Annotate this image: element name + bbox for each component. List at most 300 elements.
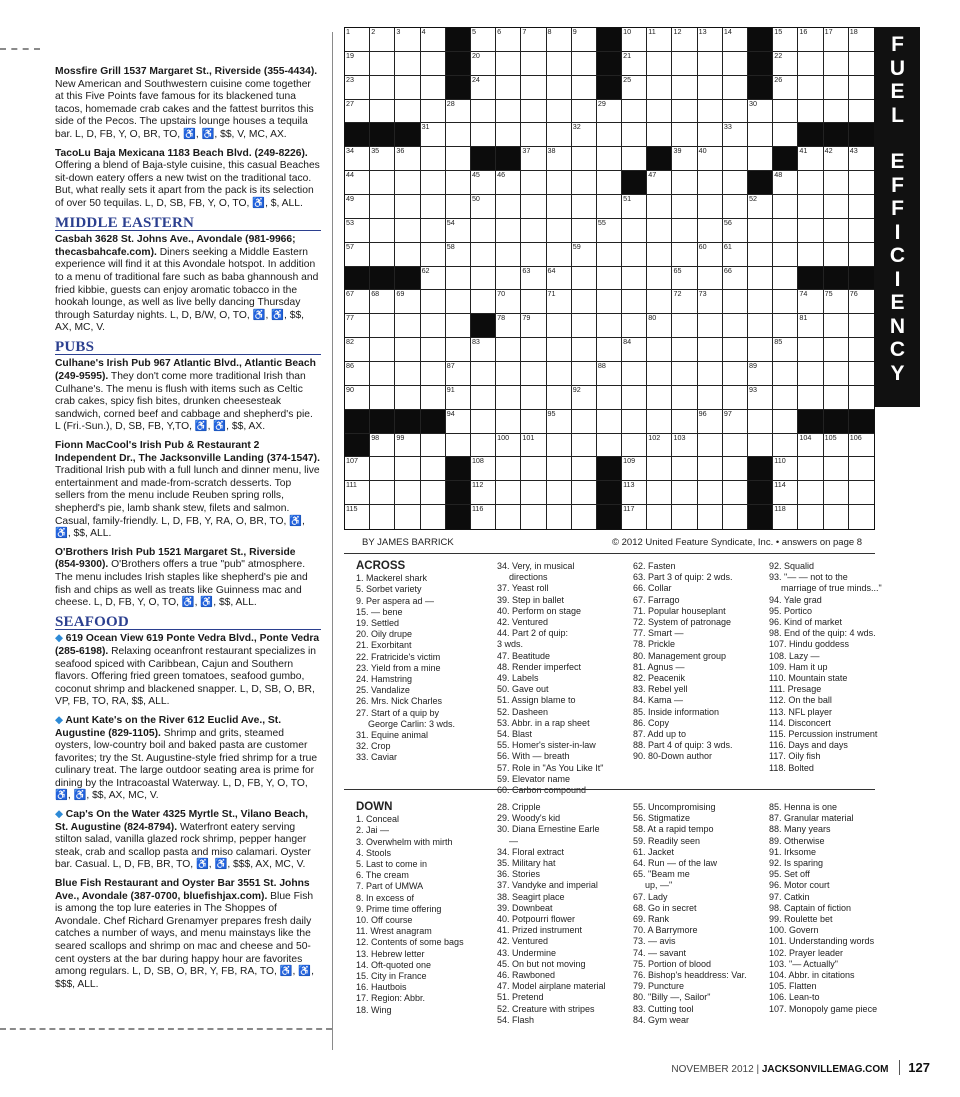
grid-square[interactable] xyxy=(370,219,395,243)
grid-square[interactable] xyxy=(496,267,521,291)
grid-square[interactable] xyxy=(773,410,798,434)
grid-square[interactable] xyxy=(698,338,723,362)
grid-square[interactable] xyxy=(672,76,697,100)
grid-square[interactable] xyxy=(395,147,420,171)
grid-square[interactable] xyxy=(496,243,521,267)
grid-square[interactable] xyxy=(647,123,672,147)
grid-square[interactable] xyxy=(421,100,446,124)
grid-square[interactable] xyxy=(723,243,748,267)
grid-square[interactable] xyxy=(547,76,572,100)
grid-square[interactable] xyxy=(395,314,420,338)
grid-square[interactable] xyxy=(824,338,849,362)
grid-square[interactable] xyxy=(798,219,823,243)
grid-square[interactable] xyxy=(421,123,446,147)
grid-square[interactable] xyxy=(345,505,370,529)
grid-square[interactable] xyxy=(672,314,697,338)
grid-square[interactable] xyxy=(471,434,496,458)
grid-square[interactable] xyxy=(395,505,420,529)
grid-square[interactable] xyxy=(698,123,723,147)
grid-square[interactable] xyxy=(496,195,521,219)
grid-square[interactable] xyxy=(798,434,823,458)
grid-square[interactable] xyxy=(471,362,496,386)
grid-square[interactable] xyxy=(672,457,697,481)
grid-square[interactable] xyxy=(521,123,546,147)
grid-square[interactable] xyxy=(597,386,622,410)
grid-square[interactable] xyxy=(370,147,395,171)
grid-square[interactable] xyxy=(572,338,597,362)
grid-square[interactable] xyxy=(824,76,849,100)
grid-square[interactable] xyxy=(849,52,874,76)
grid-square[interactable] xyxy=(370,457,395,481)
grid-square[interactable] xyxy=(547,100,572,124)
grid-square[interactable] xyxy=(572,28,597,52)
grid-square[interactable] xyxy=(849,505,874,529)
grid-square[interactable] xyxy=(471,338,496,362)
grid-square[interactable] xyxy=(773,52,798,76)
grid-square[interactable] xyxy=(421,434,446,458)
grid-square[interactable] xyxy=(647,100,672,124)
grid-square[interactable] xyxy=(370,171,395,195)
grid-square[interactable] xyxy=(496,434,521,458)
grid-square[interactable] xyxy=(622,314,647,338)
grid-square[interactable] xyxy=(597,171,622,195)
grid-square[interactable] xyxy=(698,52,723,76)
grid-square[interactable] xyxy=(698,505,723,529)
grid-square[interactable] xyxy=(647,457,672,481)
grid-square[interactable] xyxy=(395,457,420,481)
grid-square[interactable] xyxy=(698,290,723,314)
grid-square[interactable] xyxy=(824,195,849,219)
grid-square[interactable] xyxy=(748,434,773,458)
grid-square[interactable] xyxy=(421,457,446,481)
grid-square[interactable] xyxy=(723,362,748,386)
grid-square[interactable] xyxy=(572,434,597,458)
grid-square[interactable] xyxy=(421,171,446,195)
grid-square[interactable] xyxy=(824,28,849,52)
grid-square[interactable] xyxy=(572,219,597,243)
grid-square[interactable] xyxy=(597,267,622,291)
grid-square[interactable] xyxy=(345,219,370,243)
grid-square[interactable] xyxy=(345,338,370,362)
grid-square[interactable] xyxy=(471,290,496,314)
grid-square[interactable] xyxy=(698,362,723,386)
grid-square[interactable] xyxy=(471,171,496,195)
grid-square[interactable] xyxy=(345,243,370,267)
grid-square[interactable] xyxy=(547,338,572,362)
grid-square[interactable] xyxy=(647,434,672,458)
grid-square[interactable] xyxy=(521,219,546,243)
grid-square[interactable] xyxy=(849,219,874,243)
grid-square[interactable] xyxy=(547,123,572,147)
grid-square[interactable] xyxy=(547,243,572,267)
grid-square[interactable] xyxy=(521,434,546,458)
grid-square[interactable] xyxy=(421,505,446,529)
grid-square[interactable] xyxy=(471,28,496,52)
grid-square[interactable] xyxy=(345,195,370,219)
grid-square[interactable] xyxy=(547,52,572,76)
grid-square[interactable] xyxy=(471,481,496,505)
grid-square[interactable] xyxy=(345,481,370,505)
grid-square[interactable] xyxy=(370,100,395,124)
grid-square[interactable] xyxy=(496,481,521,505)
grid-square[interactable] xyxy=(446,386,471,410)
grid-square[interactable] xyxy=(723,123,748,147)
grid-square[interactable] xyxy=(446,338,471,362)
grid-square[interactable] xyxy=(698,171,723,195)
grid-square[interactable] xyxy=(647,195,672,219)
grid-square[interactable] xyxy=(471,243,496,267)
grid-square[interactable] xyxy=(345,314,370,338)
grid-square[interactable] xyxy=(849,100,874,124)
grid-square[interactable] xyxy=(672,338,697,362)
grid-square[interactable] xyxy=(395,28,420,52)
grid-square[interactable] xyxy=(849,243,874,267)
grid-square[interactable] xyxy=(773,290,798,314)
grid-square[interactable] xyxy=(496,338,521,362)
grid-square[interactable] xyxy=(622,267,647,291)
grid-square[interactable] xyxy=(723,52,748,76)
grid-square[interactable] xyxy=(672,386,697,410)
grid-square[interactable] xyxy=(395,76,420,100)
grid-square[interactable] xyxy=(471,219,496,243)
grid-square[interactable] xyxy=(698,76,723,100)
grid-square[interactable] xyxy=(723,195,748,219)
grid-square[interactable] xyxy=(849,362,874,386)
grid-square[interactable] xyxy=(622,195,647,219)
grid-square[interactable] xyxy=(824,290,849,314)
grid-square[interactable] xyxy=(572,481,597,505)
grid-square[interactable] xyxy=(521,100,546,124)
grid-square[interactable] xyxy=(748,386,773,410)
grid-square[interactable] xyxy=(647,171,672,195)
grid-square[interactable] xyxy=(597,362,622,386)
grid-square[interactable] xyxy=(672,147,697,171)
grid-square[interactable] xyxy=(672,219,697,243)
grid-square[interactable] xyxy=(698,314,723,338)
grid-square[interactable] xyxy=(723,219,748,243)
grid-square[interactable] xyxy=(672,28,697,52)
grid-square[interactable] xyxy=(723,386,748,410)
grid-square[interactable] xyxy=(446,171,471,195)
grid-square[interactable] xyxy=(496,123,521,147)
grid-square[interactable] xyxy=(496,386,521,410)
grid-square[interactable] xyxy=(672,505,697,529)
grid-square[interactable] xyxy=(395,481,420,505)
grid-square[interactable] xyxy=(446,195,471,219)
grid-square[interactable] xyxy=(521,338,546,362)
grid-square[interactable] xyxy=(672,195,697,219)
grid-square[interactable] xyxy=(345,362,370,386)
grid-square[interactable] xyxy=(521,243,546,267)
grid-square[interactable] xyxy=(547,362,572,386)
grid-square[interactable] xyxy=(572,52,597,76)
grid-square[interactable] xyxy=(773,76,798,100)
grid-square[interactable] xyxy=(547,219,572,243)
grid-square[interactable] xyxy=(370,76,395,100)
grid-square[interactable] xyxy=(521,314,546,338)
grid-square[interactable] xyxy=(370,243,395,267)
grid-square[interactable] xyxy=(496,362,521,386)
grid-square[interactable] xyxy=(345,28,370,52)
grid-square[interactable] xyxy=(547,28,572,52)
grid-square[interactable] xyxy=(421,267,446,291)
grid-square[interactable] xyxy=(698,434,723,458)
grid-square[interactable] xyxy=(723,338,748,362)
grid-square[interactable] xyxy=(622,505,647,529)
grid-square[interactable] xyxy=(597,219,622,243)
grid-square[interactable] xyxy=(672,410,697,434)
grid-square[interactable] xyxy=(672,100,697,124)
grid-square[interactable] xyxy=(824,171,849,195)
grid-square[interactable] xyxy=(622,219,647,243)
grid-square[interactable] xyxy=(748,290,773,314)
grid-square[interactable] xyxy=(345,457,370,481)
grid-square[interactable] xyxy=(345,386,370,410)
grid-square[interactable] xyxy=(647,76,672,100)
grid-square[interactable] xyxy=(370,28,395,52)
grid-square[interactable] xyxy=(698,195,723,219)
grid-square[interactable] xyxy=(798,147,823,171)
grid-square[interactable] xyxy=(547,314,572,338)
grid-square[interactable] xyxy=(370,195,395,219)
grid-square[interactable] xyxy=(698,28,723,52)
grid-square[interactable] xyxy=(647,28,672,52)
grid-square[interactable] xyxy=(471,123,496,147)
grid-square[interactable] xyxy=(773,386,798,410)
grid-square[interactable] xyxy=(824,243,849,267)
grid-square[interactable] xyxy=(345,52,370,76)
grid-square[interactable] xyxy=(572,290,597,314)
grid-square[interactable] xyxy=(773,100,798,124)
grid-square[interactable] xyxy=(798,100,823,124)
grid-square[interactable] xyxy=(773,481,798,505)
grid-square[interactable] xyxy=(798,457,823,481)
grid-square[interactable] xyxy=(723,457,748,481)
grid-square[interactable] xyxy=(824,314,849,338)
grid-square[interactable] xyxy=(849,290,874,314)
grid-square[interactable] xyxy=(798,195,823,219)
grid-square[interactable] xyxy=(572,314,597,338)
grid-square[interactable] xyxy=(748,219,773,243)
grid-square[interactable] xyxy=(395,52,420,76)
grid-square[interactable] xyxy=(622,290,647,314)
grid-square[interactable] xyxy=(622,457,647,481)
grid-square[interactable] xyxy=(521,76,546,100)
grid-square[interactable] xyxy=(547,481,572,505)
grid-square[interactable] xyxy=(622,338,647,362)
grid-square[interactable] xyxy=(471,457,496,481)
grid-square[interactable] xyxy=(597,434,622,458)
grid-square[interactable] xyxy=(723,100,748,124)
grid-square[interactable] xyxy=(824,434,849,458)
grid-square[interactable] xyxy=(647,243,672,267)
grid-square[interactable] xyxy=(647,219,672,243)
grid-square[interactable] xyxy=(748,123,773,147)
grid-square[interactable] xyxy=(748,243,773,267)
grid-square[interactable] xyxy=(395,243,420,267)
grid-square[interactable] xyxy=(798,76,823,100)
grid-square[interactable] xyxy=(395,338,420,362)
grid-square[interactable] xyxy=(547,290,572,314)
grid-square[interactable] xyxy=(597,338,622,362)
grid-square[interactable] xyxy=(622,100,647,124)
grid-square[interactable] xyxy=(824,219,849,243)
grid-square[interactable] xyxy=(723,76,748,100)
grid-square[interactable] xyxy=(622,362,647,386)
grid-square[interactable] xyxy=(773,267,798,291)
grid-square[interactable] xyxy=(547,195,572,219)
grid-square[interactable] xyxy=(824,100,849,124)
grid-square[interactable] xyxy=(622,147,647,171)
grid-square[interactable] xyxy=(723,267,748,291)
grid-square[interactable] xyxy=(446,100,471,124)
grid-square[interactable] xyxy=(421,147,446,171)
grid-square[interactable] xyxy=(395,219,420,243)
grid-square[interactable] xyxy=(395,434,420,458)
grid-square[interactable] xyxy=(824,147,849,171)
grid-square[interactable] xyxy=(798,28,823,52)
grid-square[interactable] xyxy=(521,147,546,171)
grid-square[interactable] xyxy=(647,362,672,386)
grid-square[interactable] xyxy=(521,362,546,386)
grid-square[interactable] xyxy=(521,505,546,529)
grid-square[interactable] xyxy=(496,290,521,314)
grid-square[interactable] xyxy=(773,219,798,243)
grid-square[interactable] xyxy=(446,267,471,291)
grid-square[interactable] xyxy=(496,219,521,243)
grid-square[interactable] xyxy=(723,434,748,458)
grid-square[interactable] xyxy=(345,290,370,314)
grid-square[interactable] xyxy=(798,52,823,76)
grid-square[interactable] xyxy=(421,76,446,100)
grid-square[interactable] xyxy=(421,338,446,362)
grid-square[interactable] xyxy=(572,123,597,147)
grid-square[interactable] xyxy=(647,52,672,76)
grid-square[interactable] xyxy=(798,505,823,529)
grid-square[interactable] xyxy=(421,362,446,386)
grid-square[interactable] xyxy=(597,123,622,147)
grid-square[interactable] xyxy=(572,195,597,219)
grid-square[interactable] xyxy=(395,386,420,410)
grid-square[interactable] xyxy=(773,314,798,338)
grid-square[interactable] xyxy=(647,410,672,434)
grid-square[interactable] xyxy=(496,28,521,52)
grid-square[interactable] xyxy=(698,267,723,291)
grid-square[interactable] xyxy=(773,338,798,362)
grid-square[interactable] xyxy=(672,362,697,386)
grid-square[interactable] xyxy=(521,386,546,410)
grid-square[interactable] xyxy=(597,314,622,338)
grid-square[interactable] xyxy=(496,505,521,529)
grid-square[interactable] xyxy=(698,386,723,410)
grid-square[interactable] xyxy=(698,457,723,481)
grid-square[interactable] xyxy=(446,219,471,243)
grid-square[interactable] xyxy=(723,410,748,434)
grid-square[interactable] xyxy=(824,386,849,410)
grid-square[interactable] xyxy=(521,195,546,219)
grid-square[interactable] xyxy=(773,171,798,195)
grid-square[interactable] xyxy=(723,290,748,314)
grid-square[interactable] xyxy=(748,338,773,362)
grid-square[interactable] xyxy=(723,147,748,171)
grid-square[interactable] xyxy=(773,28,798,52)
grid-square[interactable] xyxy=(547,410,572,434)
grid-square[interactable] xyxy=(572,410,597,434)
grid-square[interactable] xyxy=(421,243,446,267)
grid-square[interactable] xyxy=(622,243,647,267)
grid-square[interactable] xyxy=(572,362,597,386)
grid-square[interactable] xyxy=(572,267,597,291)
grid-square[interactable] xyxy=(698,481,723,505)
grid-square[interactable] xyxy=(622,410,647,434)
grid-square[interactable] xyxy=(572,76,597,100)
grid-square[interactable] xyxy=(773,123,798,147)
grid-square[interactable] xyxy=(572,100,597,124)
grid-square[interactable] xyxy=(622,481,647,505)
grid-square[interactable] xyxy=(849,338,874,362)
grid-square[interactable] xyxy=(672,52,697,76)
grid-square[interactable] xyxy=(798,290,823,314)
grid-square[interactable] xyxy=(370,386,395,410)
grid-square[interactable] xyxy=(748,195,773,219)
grid-square[interactable] xyxy=(446,410,471,434)
grid-square[interactable] xyxy=(773,505,798,529)
grid-square[interactable] xyxy=(421,290,446,314)
grid-square[interactable] xyxy=(748,147,773,171)
grid-square[interactable] xyxy=(597,410,622,434)
grid-square[interactable] xyxy=(395,362,420,386)
grid-square[interactable] xyxy=(521,52,546,76)
grid-square[interactable] xyxy=(496,314,521,338)
grid-square[interactable] xyxy=(672,434,697,458)
grid-square[interactable] xyxy=(622,386,647,410)
grid-square[interactable] xyxy=(723,28,748,52)
grid-square[interactable] xyxy=(824,362,849,386)
grid-square[interactable] xyxy=(446,314,471,338)
grid-square[interactable] xyxy=(547,434,572,458)
grid-square[interactable] xyxy=(672,290,697,314)
grid-square[interactable] xyxy=(597,290,622,314)
grid-square[interactable] xyxy=(849,314,874,338)
grid-square[interactable] xyxy=(597,243,622,267)
grid-square[interactable] xyxy=(370,290,395,314)
grid-square[interactable] xyxy=(572,505,597,529)
grid-square[interactable] xyxy=(471,100,496,124)
grid-square[interactable] xyxy=(421,195,446,219)
grid-square[interactable] xyxy=(547,505,572,529)
grid-square[interactable] xyxy=(698,147,723,171)
grid-square[interactable] xyxy=(698,243,723,267)
grid-square[interactable] xyxy=(421,481,446,505)
grid-square[interactable] xyxy=(849,457,874,481)
grid-square[interactable] xyxy=(496,76,521,100)
grid-square[interactable] xyxy=(849,147,874,171)
grid-square[interactable] xyxy=(395,100,420,124)
grid-square[interactable] xyxy=(622,52,647,76)
grid-square[interactable] xyxy=(672,267,697,291)
grid-square[interactable] xyxy=(672,481,697,505)
grid-square[interactable] xyxy=(572,171,597,195)
grid-square[interactable] xyxy=(547,386,572,410)
grid-square[interactable] xyxy=(798,386,823,410)
grid-square[interactable] xyxy=(471,386,496,410)
grid-square[interactable] xyxy=(798,243,823,267)
grid-square[interactable] xyxy=(647,314,672,338)
grid-square[interactable] xyxy=(370,434,395,458)
grid-square[interactable] xyxy=(496,457,521,481)
grid-square[interactable] xyxy=(547,457,572,481)
grid-square[interactable] xyxy=(370,481,395,505)
